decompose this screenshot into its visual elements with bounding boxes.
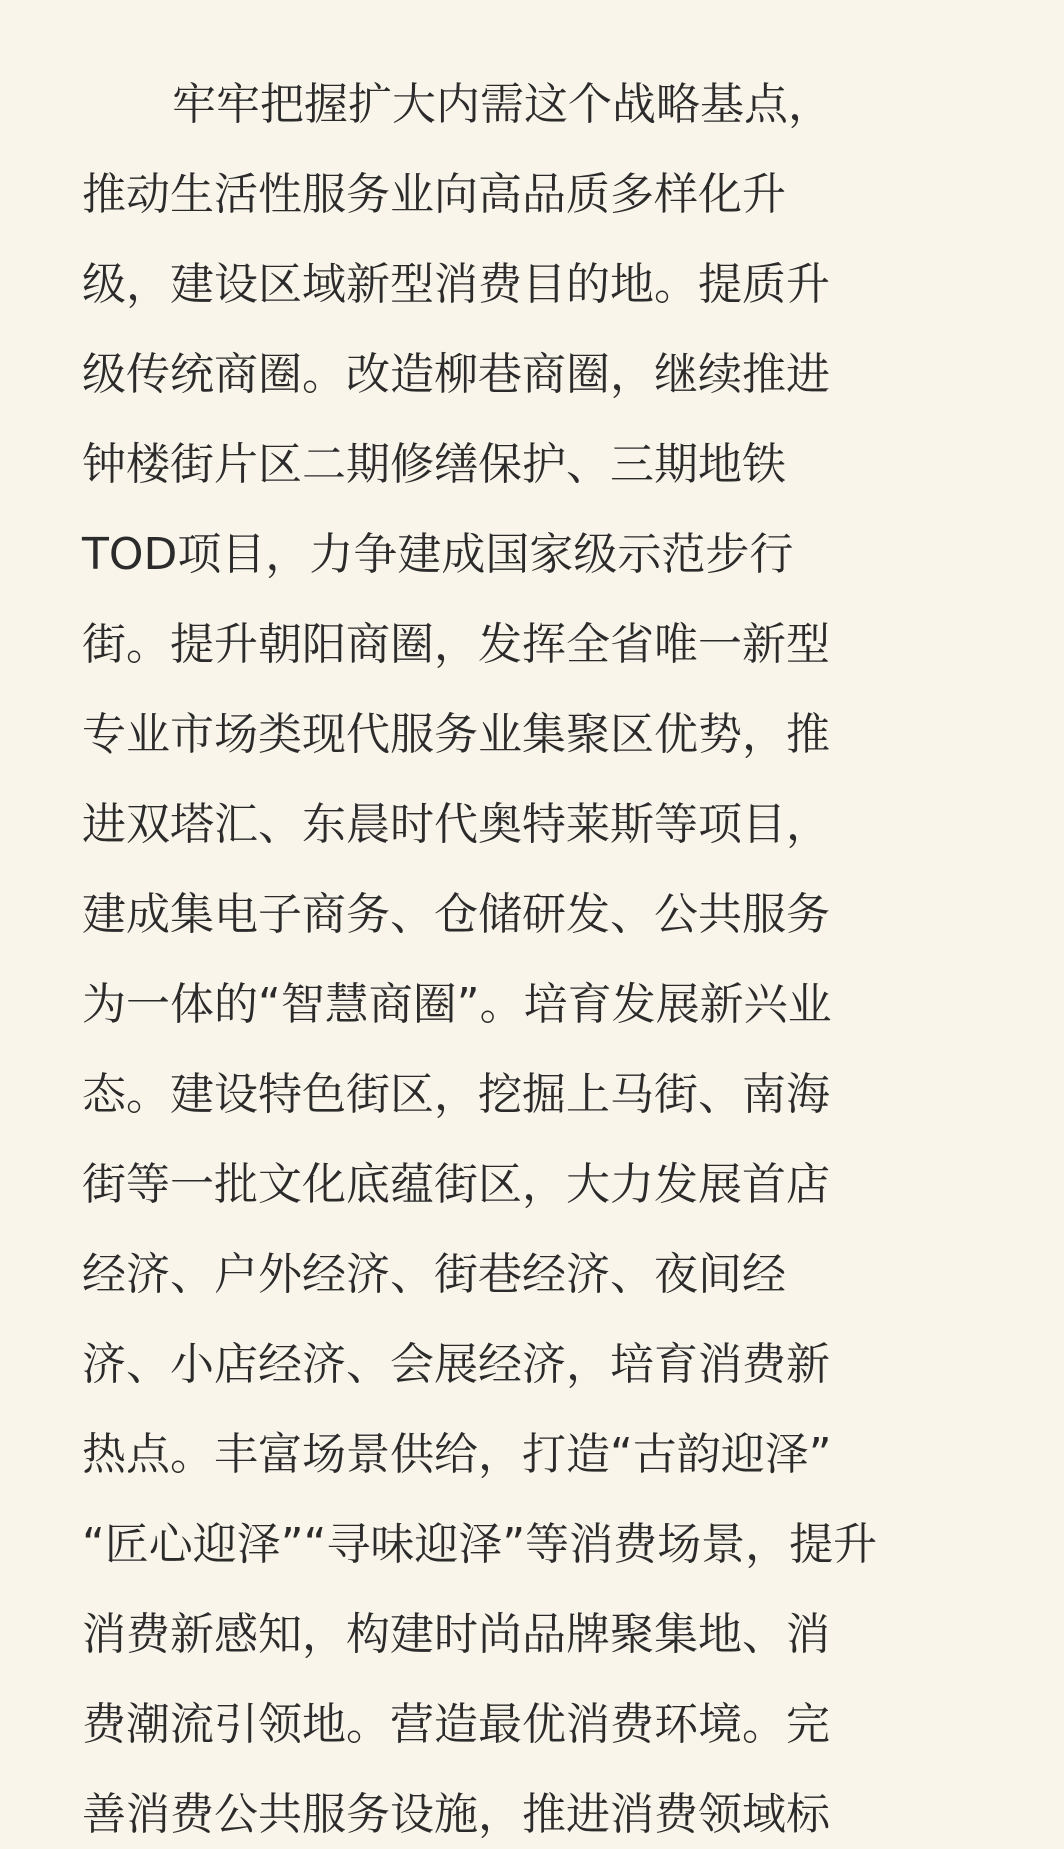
- text-line: 进双塔汇、东晨时代奥特莱斯等项目，: [82, 799, 830, 850]
- text-line: 推动生活性服务业向高品质多样化升: [82, 169, 786, 220]
- text-line: 消费新感知，构建时尚品牌聚集地、消: [82, 1609, 830, 1660]
- text-line: 态。建设特色街区，挖掘上马街、南海: [82, 1069, 830, 1120]
- text-line: “匠心迎泽”“寻味迎泽”等消费场景，提升: [82, 1519, 878, 1570]
- text-line: 济、小店经济、会展经济，培育消费新: [82, 1339, 830, 1390]
- text-line: 费潮流引领地。营造最优消费环境。完: [82, 1699, 830, 1750]
- text-line: 建成集电子商务、仓储研发、公共服务: [82, 889, 830, 940]
- text-line: 级传统商圈。改造柳巷商圈，继续推进: [82, 349, 830, 400]
- text-line: 经济、户外经济、街巷经济、夜间经: [82, 1249, 786, 1300]
- text-line: TOD项目，力争建成国家级示范步行: [82, 529, 794, 580]
- text-line: 级，建设区域新型消费目的地。提质升: [82, 259, 830, 310]
- text-line: 街等一批文化底蕴街区，大力发展首店: [82, 1159, 830, 1210]
- text-line: 专业市场类现代服务业集聚区优势，推: [82, 709, 830, 760]
- text-line: 热点。丰富场景供给，打造“古韵迎泽”: [82, 1429, 832, 1480]
- text-line: 街。提升朝阳商圈，发挥全省唯一新型: [82, 619, 830, 670]
- article-body: [82, 60, 982, 1849]
- text-line: 牢牢把握扩大内需这个战略基点，: [172, 79, 832, 130]
- text-line: 为一体的“智慧商圈”。培育发展新兴业: [82, 979, 832, 1030]
- text-line: 钟楼街片区二期修缮保护、三期地铁: [82, 439, 786, 490]
- text-line: 善消费公共服务设施，推进消费领域标: [82, 1789, 830, 1840]
